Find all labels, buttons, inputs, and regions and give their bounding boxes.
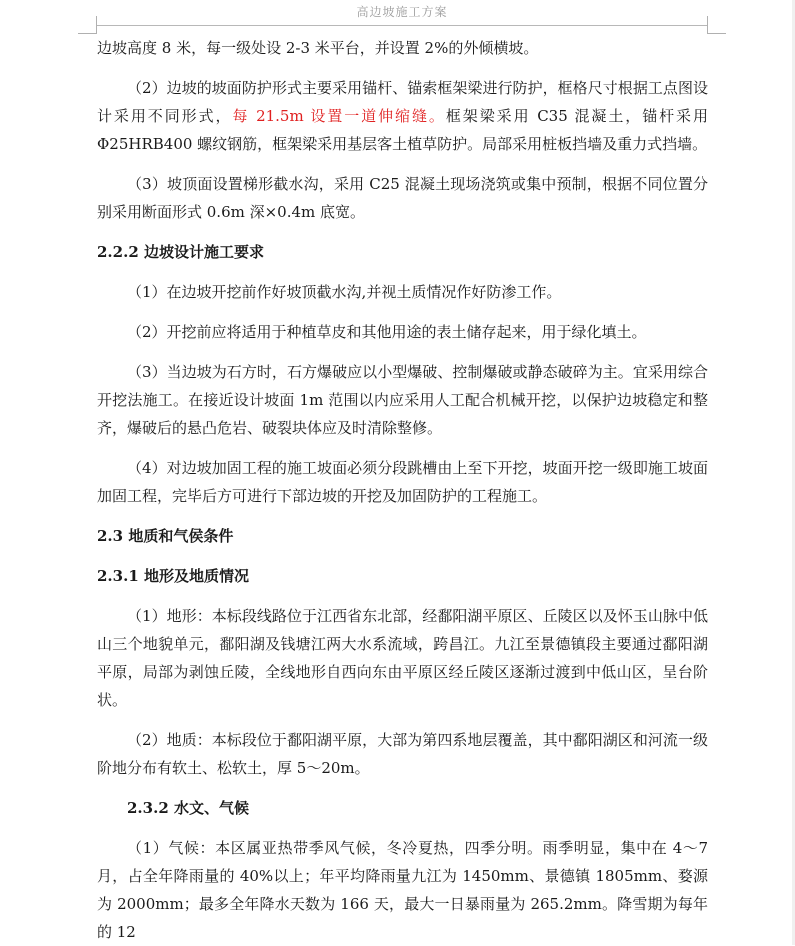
paragraph: （3）当边坡为石方时，石方爆破应以小型爆破、控制爆破或静态破碎为主。宜采用综合开挖法施工。在接近设计坡面 1m 范围以内应采用人工配合机械开挖，以保护边坡稳定和整齐，爆破后的悬凸危岩、破裂块体应及时清除整修。	[97, 363, 708, 437]
paragraph	[97, 74, 708, 158]
paragraph: （1）在边坡开挖前作好坡顶截水沟,并视土质情况作好防渗工作。	[127, 283, 562, 301]
section-heading: 2.3 地质和气侯条件	[97, 527, 234, 545]
paragraph: （3）坡顶面设置梯形截水沟，采用 C25 混凝土现场浇筑或集中预制，根据不同位置分别采用断面形式 0.6m 深×0.4m 底宽。	[97, 175, 708, 221]
crop-mark	[78, 33, 97, 34]
paragraph: （1）气候：本区属亚热带季风气候，冬冷夏热，四季分明。雨季明显，集中在 4～7 月，占全年降雨量的 40%以上；年平均降雨量九江为 1450mm、景德镇 1805mm、婺源为 2000mm；最多全年降水天数为 166 天，最大一日暴雨量为 265.2mm。降雪期为每年的 12	[97, 839, 708, 941]
crop-mark	[707, 16, 708, 34]
paragraph: （2）开挖前应将适用于种植草皮和其他用途的表土储存起来，用于绿化填土。	[127, 323, 647, 341]
section-heading: 2.3.2 水文、气候	[127, 799, 249, 817]
document-body	[97, 34, 708, 946]
paragraph-text: 框架梁采用 C35 混凝土，锚杆采用Φ25HRB400 螺纹钢筋，框架梁采用基层客土植草防护。局部采用桩板挡墙及重力式挡墙。	[97, 107, 708, 153]
paragraph: （4）对边坡加固工程的施工坡面必须分段跳槽由上至下开挖，坡面开挖一级即施工坡面加固工程，完毕后方可进行下部边坡的开挖及加固防护的工程施工。	[97, 459, 708, 505]
paragraph: 边坡高度 8 米，每一级处设 2-3 米平台，并设置 2%的外倾横坡。	[97, 39, 539, 57]
paragraph-text: （2）边坡的坡面防护形式主要采用锚杆、锚索框架梁进行防护，框格尺寸根据工点图设计采用不同形式，	[97, 79, 708, 125]
section-heading: 2.3.1 地形及地质情况	[97, 567, 249, 585]
section-heading: 2.2.2 边坡设计施工要求	[97, 243, 264, 261]
page-header: 高边坡施工方案	[97, 0, 707, 26]
highlighted-text: 每 21.5m 设置一道伸缩缝。	[232, 107, 446, 125]
paragraph: （2）地质：本标段位于鄱阳湖平原，大部为第四系地层覆盖，其中鄱阳湖区和河流一级阶地分布有软土、松软土，厚 5～20m。	[97, 731, 708, 777]
paragraph: （1）地形：本标段线路位于江西省东北部，经鄱阳湖平原区、丘陵区以及怀玉山脉中低山三个地貌单元，鄱阳湖及钱塘江两大水系流域，跨昌江。九江至景德镇段主要通过鄱阳湖平原，局部为剥蚀丘陵，全线地形自西向东由平原区经丘陵区逐渐过渡到中低山区，呈台阶状。	[97, 607, 708, 709]
crop-mark	[707, 33, 726, 34]
